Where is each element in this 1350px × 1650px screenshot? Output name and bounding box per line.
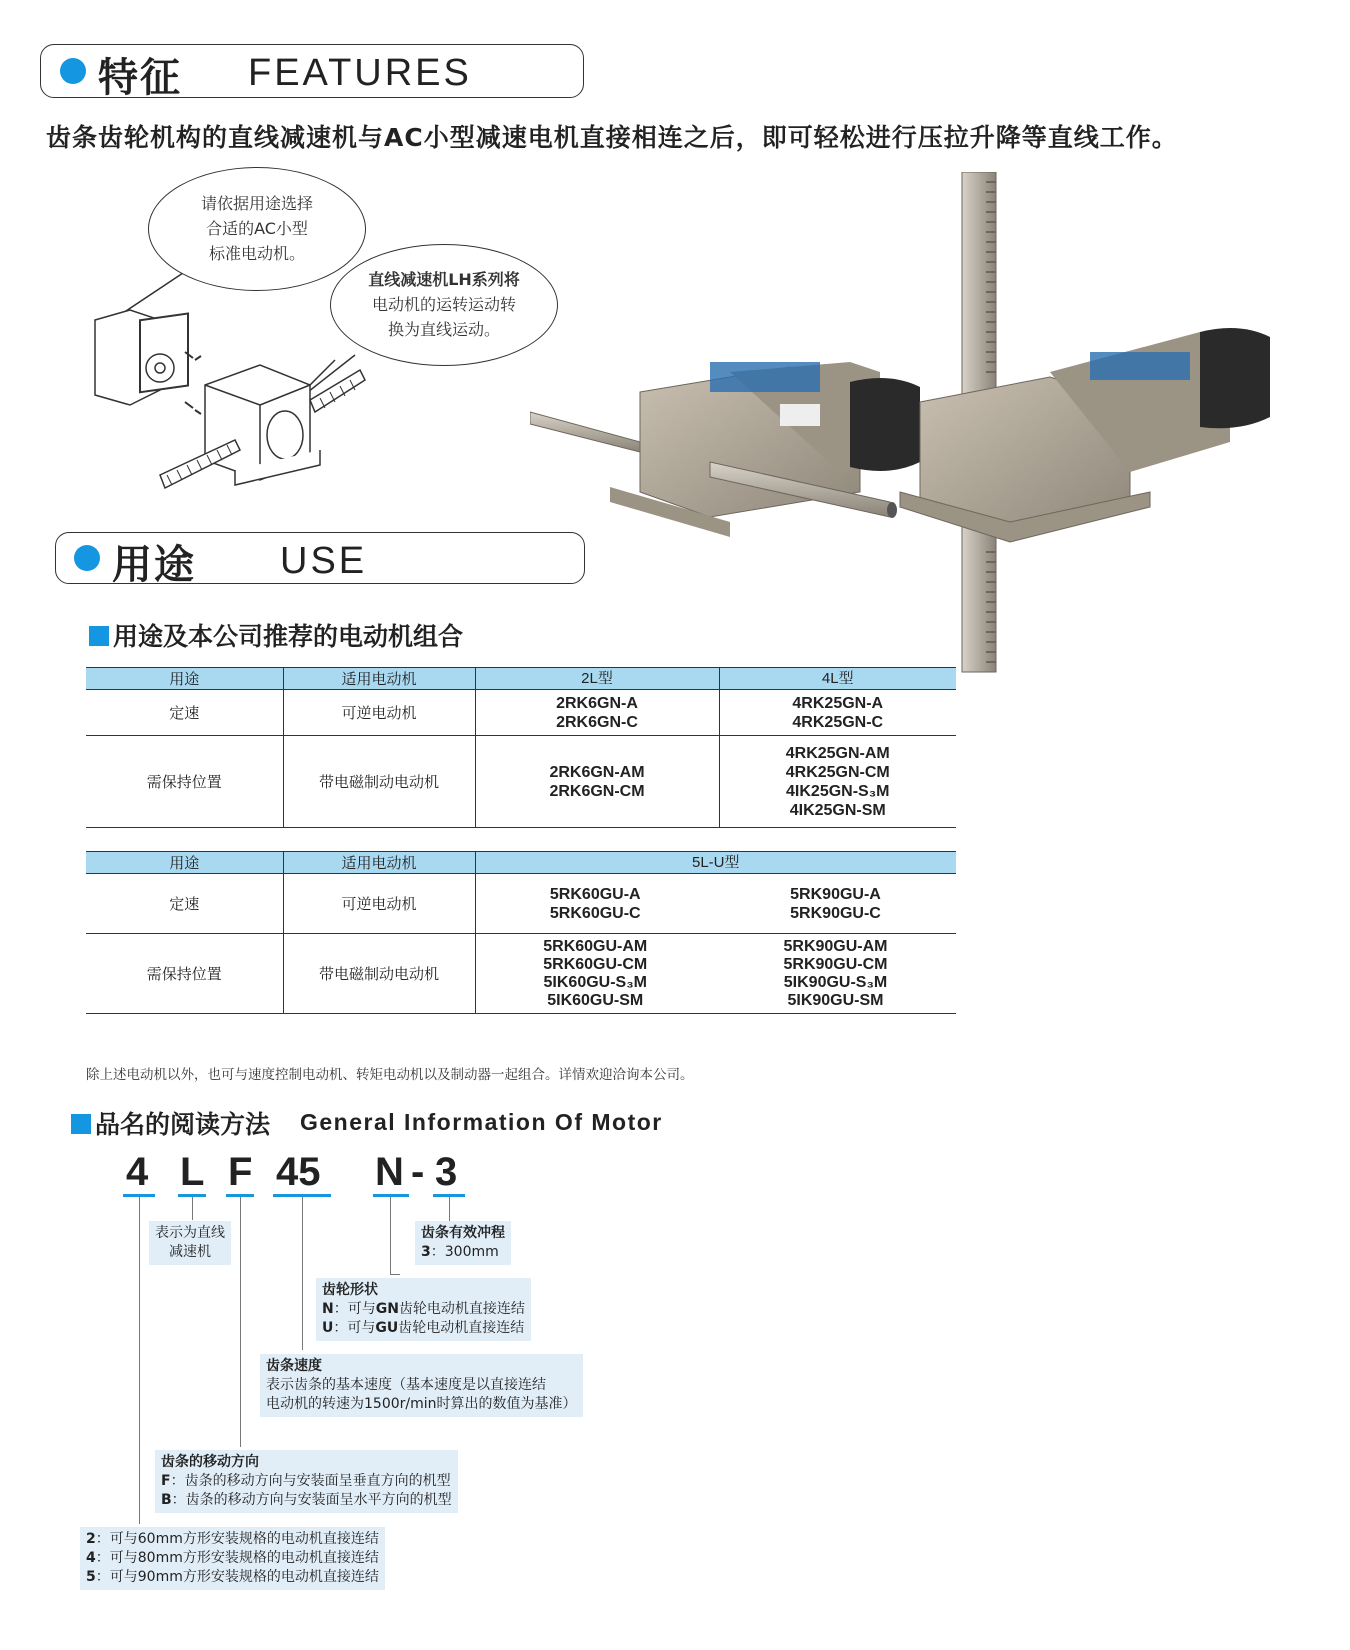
cell-motor: 可逆电动机 xyxy=(283,690,475,736)
cell-models-2l: 2RK6GN-A 2RK6GN-C xyxy=(475,690,719,736)
bubble1-line3: 标准电动机。 xyxy=(208,244,305,263)
cell-motor: 可逆电动机 xyxy=(283,874,475,934)
leader-line xyxy=(390,1197,391,1275)
code-char-speed: 45 xyxy=(276,1150,321,1194)
lead-text: 齿条齿轮机构的直线减速机与AC小型减速电机直接相连之后，即可轻松进行压拉升降等直线工作。 xyxy=(46,123,1178,152)
code-char-size: 4 xyxy=(126,1150,149,1194)
motor-combo-table-2l-4l xyxy=(86,667,956,828)
bullet-dot-icon xyxy=(74,545,100,571)
leader-line xyxy=(240,1197,241,1447)
col-header-4l: 4L型 xyxy=(719,668,956,690)
motor-combo-table-5lu xyxy=(86,851,956,1014)
combo-note: 除上述电动机以外，也可与速度控制电动机、转矩电动机以及制动器一起组合。详情欢迎洽询本公司。 xyxy=(86,1067,694,1083)
features-title-cn: 特征 xyxy=(98,55,182,101)
leader-line xyxy=(390,1274,400,1275)
cell-use: 需保持位置 xyxy=(86,934,283,1014)
stroke-label-box: 齿条有效冲程 3：300mm xyxy=(415,1221,511,1265)
table-row xyxy=(86,690,956,736)
leader-line xyxy=(192,1197,193,1220)
leader-line xyxy=(302,1197,303,1350)
features-title-en: FEATURES xyxy=(248,52,472,94)
move-direction-box: 齿条的移动方向 F：齿条的移动方向与安装面呈垂直方向的机型 B：齿条的移动方向与安装面呈水平方向的机型 xyxy=(155,1450,458,1513)
motor-size-box: 2：可与60mm方形安装规格的电动机直接连结 4：可与80mm方形安装规格的电动机直接连结 5：可与90mm方形安装规格的电动机直接连结 xyxy=(80,1527,385,1590)
table-row xyxy=(86,934,956,1014)
code-dash: - xyxy=(411,1150,425,1194)
code-char-stroke: 3 xyxy=(435,1150,458,1194)
code-char-direction: F xyxy=(228,1150,253,1194)
cell-motor: 带电磁制动电动机 xyxy=(283,736,475,828)
cell-models-90: 5RK90GU-A 5RK90GU-C xyxy=(715,874,956,934)
combo-section-title: 用途及本公司推荐的电动机组合 xyxy=(113,622,464,651)
col-header-use: 用途 xyxy=(86,668,283,690)
bullet-dot-icon xyxy=(60,58,86,84)
naming-title-cn: 品名的阅读方法 xyxy=(95,1110,271,1139)
table-row xyxy=(86,874,956,934)
code-char-linear: L xyxy=(180,1150,205,1194)
square-bullet-icon xyxy=(89,626,109,646)
square-bullet-icon xyxy=(71,1114,91,1134)
table-row xyxy=(86,736,956,828)
bubble2-line1: 直线减速机LH系列将 xyxy=(368,270,520,289)
cell-models-60: 5RK60GU-A 5RK60GU-C xyxy=(475,874,715,934)
cell-models-2l: 2RK6GN-AM 2RK6GN-CM xyxy=(475,736,719,828)
col-header-2l: 2L型 xyxy=(475,668,719,690)
cell-models-60: 5RK60GU-AM 5RK60GU-CM 5IK60GU-S₃M 5IK60GU-SM xyxy=(475,934,715,1014)
bubble2-line3: 换为直线运动。 xyxy=(387,320,500,339)
speech-bubble-linear xyxy=(330,244,558,366)
underline xyxy=(373,1194,409,1197)
col-header-motor: 适用电动机 xyxy=(283,668,475,690)
naming-title-en: General Information Of Motor xyxy=(300,1109,663,1135)
bubble1-line1: 请依据用途选择 xyxy=(200,194,313,213)
cell-models-4l: 4RK25GN-AM 4RK25GN-CM 4IK25GN-S₃M 4IK25GN-SM xyxy=(719,736,956,828)
linear-label-box: 表示为直线 减速机 xyxy=(149,1221,231,1265)
code-char-gear: N xyxy=(375,1150,404,1194)
col-header-use: 用途 xyxy=(86,852,283,874)
bubble1-line2: 合适的AC小型 xyxy=(206,219,308,238)
col-header-motor: 适用电动机 xyxy=(283,852,475,874)
cell-models-90: 5RK90GU-AM 5RK90GU-CM 5IK90GU-S₃M 5IK90GU-SM xyxy=(715,934,956,1014)
cell-motor: 带电磁制动电动机 xyxy=(283,934,475,1014)
leader-line xyxy=(139,1197,140,1524)
cell-use: 需保持位置 xyxy=(86,736,283,828)
col-header-5lu: 5L-U型 xyxy=(475,852,956,874)
cell-use: 定速 xyxy=(86,690,283,736)
gear-shape-box: 齿轮形状 N：可与GN齿轮电动机直接连结 U：可与GU齿轮电动机直接连结 xyxy=(316,1278,531,1341)
cell-use: 定速 xyxy=(86,874,283,934)
cell-models-4l: 4RK25GN-A 4RK25GN-C xyxy=(719,690,956,736)
use-title-en: USE xyxy=(280,540,368,582)
rack-speed-box: 齿条速度 表示齿条的基本速度（基本速度是以直接连结 电动机的转速为1500r/min时算出的数值为基准） xyxy=(260,1354,583,1417)
linear-gearhead-product-photo xyxy=(530,172,1320,712)
bubble2-line2: 电动机的运转运动转 xyxy=(371,295,516,314)
use-title-cn: 用途 xyxy=(112,542,196,588)
